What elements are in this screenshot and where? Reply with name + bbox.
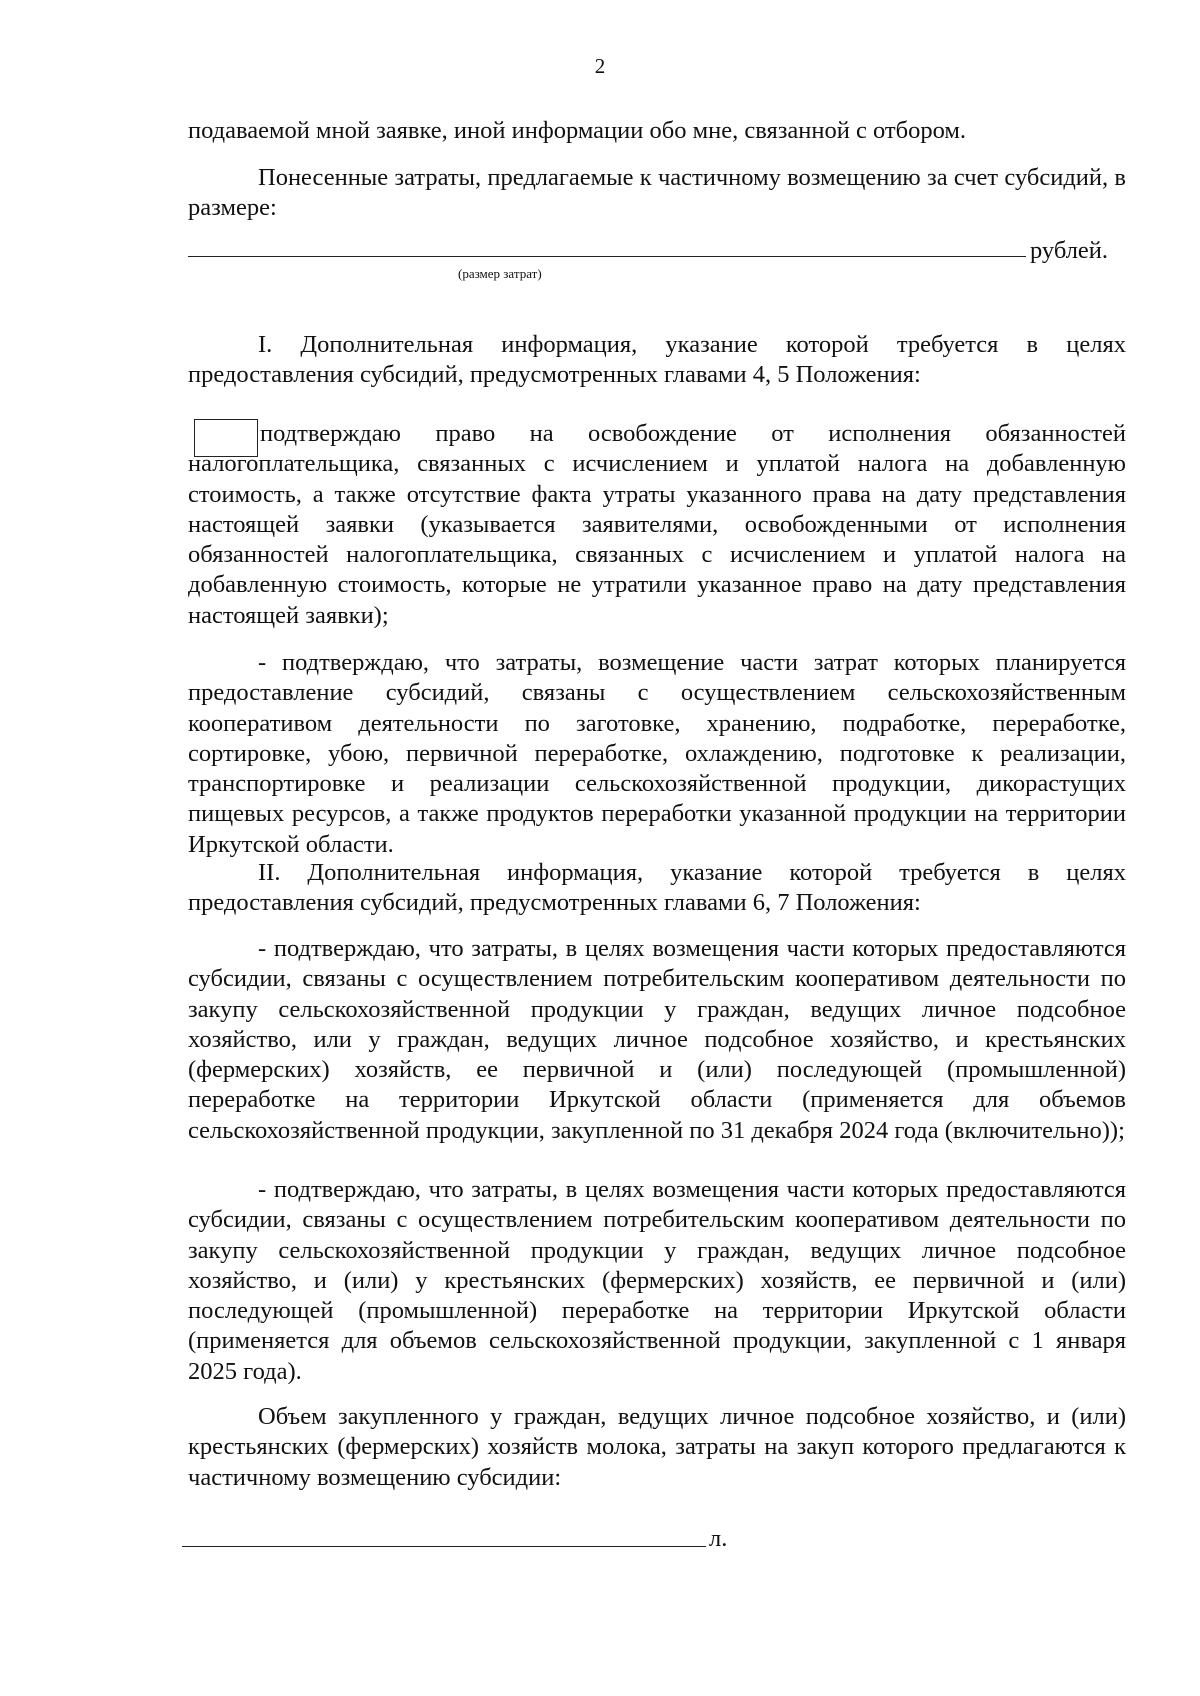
paragraph-vat-exemption xyxy=(188,419,1126,631)
paragraph-vat-exemption-text: подтверждаю право на освобождение от исполнения обязанностей налогоплательщика, связанных с исчислением и уплатой налога на добавленную стоимость, а также отсутствие факта утраты указанного права на дату представления настоящей заявки (указывается заявителями, освобожденными от исполнения обязанностей налогоплательщика, связанных с исчислением и уплатой налога на добавленную стоимость, которые не утратили указанное право на дату представления настоящей заявки); xyxy=(188,420,1126,629)
milk-unit: л. xyxy=(709,1525,728,1552)
section-1-heading: I. Дополнительная информация, указание которой требуется в целях предоставления субсидий, предусмотренных главами 4, 5 Положения: xyxy=(188,331,1126,389)
cost-amount-field-line[interactable] xyxy=(188,256,1026,257)
paragraph-selection-info: подаваемой мной заявке, иной информации обо мне, связанной с отбором. xyxy=(188,117,966,144)
paragraph-agri-cooperative: - подтверждаю, что затраты, возмещение части затрат которых планируется предоставление субсидий, связаны с осуществлением сельскохозяйственным кооперативом деятельности по заготовке, хранению, подработке, переработке, сортировке, убою, первичной переработке, охлаждению, подготовке к реализации, транспортировке и реализации сельскохозяйственной продукции, дикорастущих пищевых ресурсов, а также продуктов переработки указанной продукции на территории Иркутской области. xyxy=(188,649,1126,858)
paragraph-costs: Понесенные затраты, предлагаемые к частичному возмещению за счет субсидий, в размере: xyxy=(188,164,1126,222)
cost-amount-caption: (размер затрат) xyxy=(458,266,542,281)
cost-unit: рублей. xyxy=(1030,237,1109,264)
section-2-heading: II. Дополнительная информация, указание которой требуется в целях предоставления субсидий, предусмотренных главами 6, 7 Положения: xyxy=(188,859,1126,917)
page-number: 2 xyxy=(594,54,606,78)
paragraph-consumer-cooperative-2024: - подтверждаю, что затраты, в целях возмещения части которых предоставляются субсидии, связаны с осуществлением потребительским кооперативом деятельности по закупу сельскохозяйственной продукции у граждан, ведущих личное подсобное хозяйство, или у граждан, ведущих личное подсобное хозяйство, и крестьянских (фермерских) хозяйств, ее первичной и (или) последующей (промышленной) переработке на территории Иркутской области (применяется для объемов сельскохозяйственной продукции, закупленной по 31 декабря 2024 года (включительно)); xyxy=(188,935,1126,1144)
paragraph-milk-volume: Объем закупленного у граждан, ведущих личное подсобное хозяйство, и (или) крестьянских (фермерских) хозяйств молока, затраты на закуп которого предлагаются к частичному возмещению субсидии: xyxy=(188,1403,1126,1491)
milk-volume-field-line[interactable] xyxy=(182,1546,706,1547)
paragraph-consumer-cooperative-2025: - подтверждаю, что затраты, в целях возмещения части которых предоставляются субсидии, связаны с осуществлением потребительским кооперативом деятельности по закупу сельскохозяйственной продукции у граждан, ведущих личное подсобное хозяйство, и (или) у крестьянских (фермерских) хозяйств, ее первичной и (или) последующей (промышленной) переработке на территории Иркутской области (применяется для объемов сельскохозяйственной продукции, закупленной с 1 января 2025 года). xyxy=(188,1176,1126,1385)
